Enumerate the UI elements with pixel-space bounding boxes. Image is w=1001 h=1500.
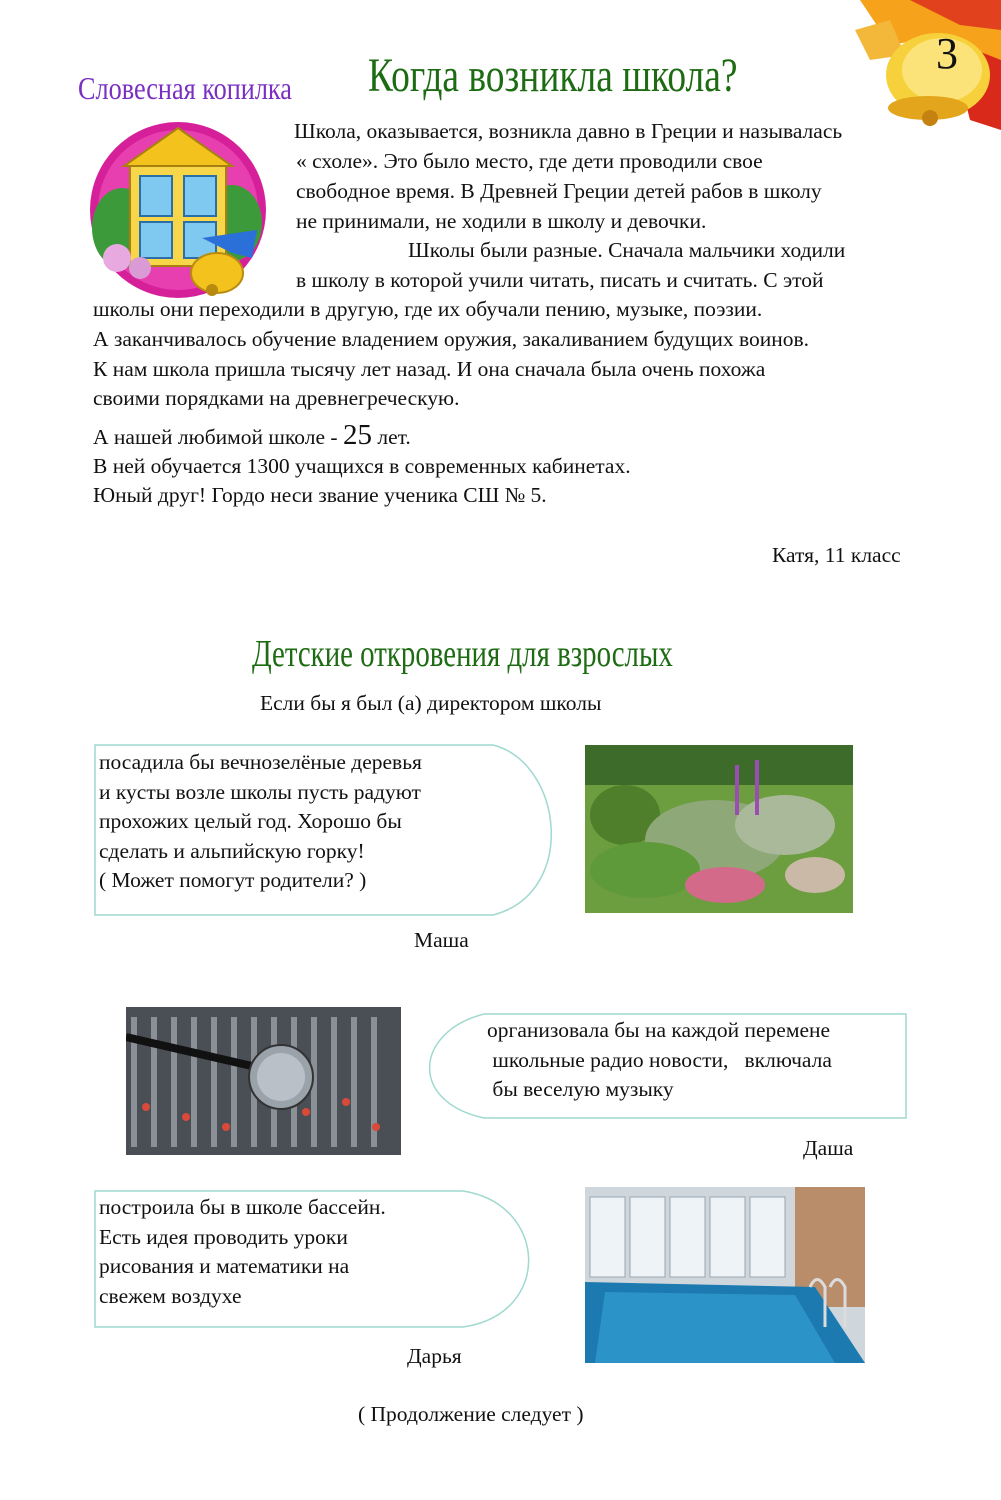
alpine-garden-photo <box>585 745 853 913</box>
entry-line: построила бы в школе бассейн. <box>99 1195 386 1219</box>
article-line: Школы были разные. Сначала мальчики ходили <box>408 238 846 262</box>
students-line: В ней обучается 1300 учащихся в современных кабинетах. <box>93 454 631 478</box>
age-prefix: А нашей любимой школе - <box>93 425 343 449</box>
article-line: школы они переходили в другую, где их обучали пению, музыке, поэзии. <box>93 297 763 321</box>
section2-subtitle: Если бы я был (а) директором школы <box>260 691 602 715</box>
entry-author-dasha: Даша <box>803 1136 854 1160</box>
entry-line: посадила бы вечнозелёные деревья <box>99 750 422 774</box>
page-number: 3 <box>936 29 958 78</box>
section-label: Словесная копилка <box>78 70 292 106</box>
article-line: в школу в которой учили читать, писать и считать. С этой <box>296 268 824 292</box>
article-line: своими порядками на древнегреческую. <box>93 386 460 410</box>
speech-bubble-masha <box>93 743 563 917</box>
article-line: Школа, оказывается, возникла давно в Греции и называлась <box>294 119 843 143</box>
section2-title: Детские откровения для взрослых <box>252 633 673 675</box>
entry-line: школьные радио новости, включала <box>487 1047 832 1072</box>
swimming-pool-photo <box>585 1187 865 1363</box>
article-line: « схоле». Это было место, где дети проводили свое <box>296 149 763 173</box>
continued-note: ( Продолжение следует ) <box>358 1402 584 1426</box>
speech-bubble-darya <box>93 1189 543 1329</box>
article-author: Катя, 11 класс <box>772 543 901 567</box>
entry-line: Есть идея проводить уроки <box>99 1224 348 1249</box>
school-age-line <box>93 421 411 453</box>
age-number: 25 <box>342 419 372 451</box>
entry-author-masha: Маша <box>414 928 469 952</box>
motto-line: Юный друг! Гордо неси звание ученика СШ № 5. <box>93 483 547 507</box>
entry-author-darya: Дарья <box>407 1344 462 1368</box>
article-line: К нам школа пришла тысячу лет назад. И она сначала была очень похожа <box>93 357 766 381</box>
article-line: свободное время. В Древней Греции детей рабов в школу <box>296 179 822 203</box>
article <box>0 0 1001 520</box>
microphone-mixer-photo <box>126 1007 401 1155</box>
main-title: Когда возникла школа? <box>368 49 738 102</box>
speech-bubble-dasha <box>424 1012 908 1120</box>
entry-line: свежем воздухе <box>99 1283 242 1308</box>
entry-line: рисования и математики на <box>99 1254 350 1279</box>
entry-line: прохожих целый год. Хорошо бы <box>99 809 402 834</box>
article-line: А заканчивалось обучение владением оружия, закаливанием будущих воинов. <box>93 327 810 351</box>
entry-line: бы веселую музыку <box>487 1077 674 1102</box>
entry-line: ( Может помогут родители? ) <box>99 868 367 893</box>
age-suffix: лет. <box>371 425 411 449</box>
entry-line: сделать и альпийскую горку! <box>99 838 365 863</box>
entry-line: и кусты возле школы пусть радуют <box>99 779 421 804</box>
entry-line: организовала бы на каждой перемене <box>487 1018 831 1042</box>
article-line: не принимали, не ходили в школу и девочки. <box>296 209 707 233</box>
